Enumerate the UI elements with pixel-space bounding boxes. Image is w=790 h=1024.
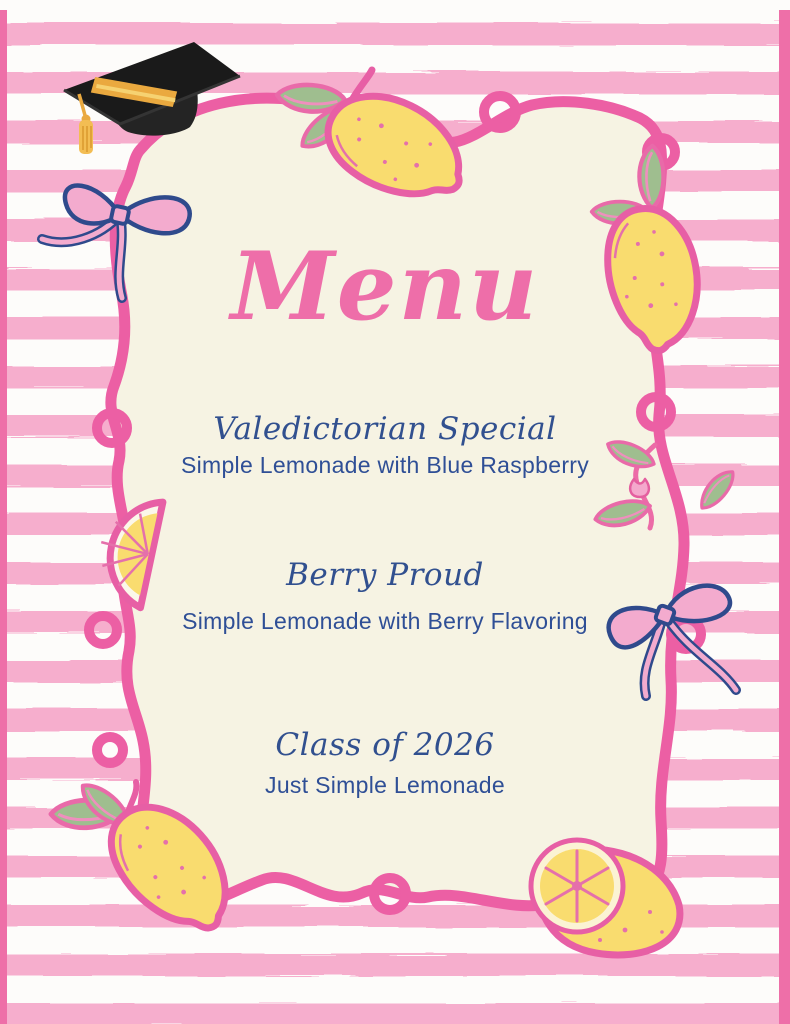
menu-title: Menu — [230, 232, 540, 342]
left-edge-bar — [0, 10, 7, 1024]
menu-item-description-valedictorian-special: Simple Lemonade with Blue Raspberry — [180, 452, 590, 478]
menu-item-name-valedictorian-special: Valedictorian Special — [213, 411, 557, 447]
menu-item-name-class-of-2026: Class of 2026 — [275, 727, 495, 763]
menu-item-name-berry-proud: Berry Proud — [286, 557, 484, 593]
menu-item-description-berry-proud: Simple Lemonade with Berry Flavoring — [182, 608, 588, 634]
menu-item-description-class-of-2026: Just Simple Lemonade — [265, 772, 505, 798]
right-edge-bar — [779, 10, 790, 1024]
